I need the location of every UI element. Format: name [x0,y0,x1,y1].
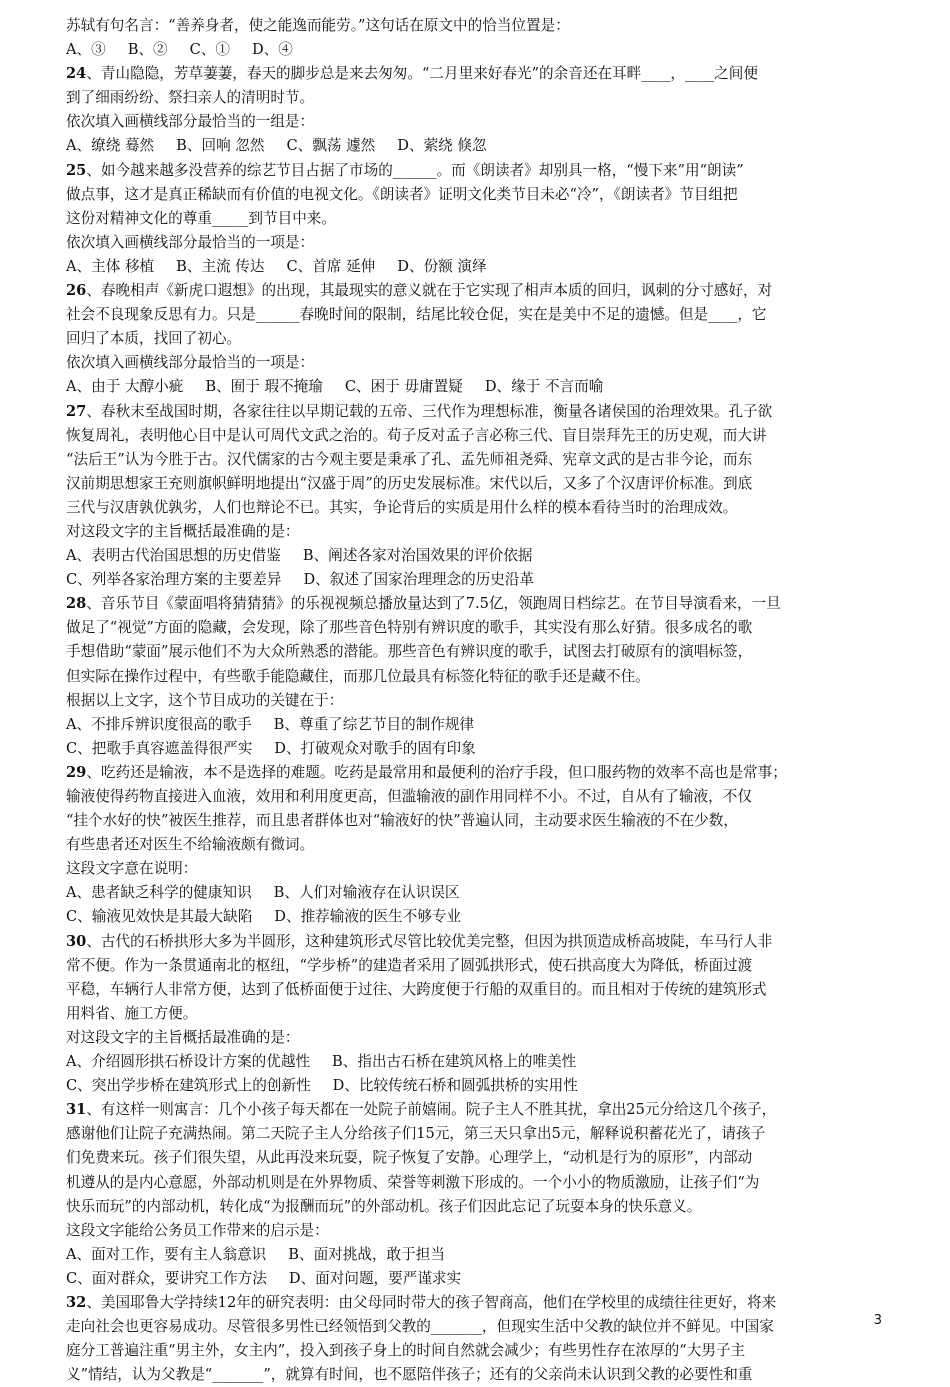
answer-option: D、叙述了国家治理理念的历史沿革 [303,571,535,589]
line-text: 依次填入画横线部分最恰当的一组是： [66,113,315,131]
question-number: 26 [66,282,87,300]
text-line [66,785,886,809]
answer-option: C、面对群众，要讲究工作方法 [66,1269,267,1287]
question-start-line [66,279,886,303]
answer-option: A、表明古代治国思想的历史借鉴 [66,547,281,565]
text-line [66,86,886,110]
text-line [66,689,886,713]
answer-option: C、突出学步桥在建筑形式上的创新性 [66,1077,311,1095]
answer-option: B、人们对输液存在认识误区 [273,884,460,902]
line-text: 感谢他们让院子充满热闹。第二天院子主人分给孩子们15元，第三天只拿出5元，解释说积蓄花光了，请孩子 [66,1125,766,1143]
line-text: 、春秋末至战国时期，各家往往以早期记载的五帝、三代作为理想标准，衡量各诸侯国的治理效果。孔子欲 [86,402,773,420]
text-line [66,616,886,640]
question-start-line [66,592,886,616]
line-text: 根据以上文字，这个节目成功的关键在于： [66,691,344,709]
answer-option: D、萦绕 倏忽 [397,137,487,155]
text-line [66,640,886,664]
answer-options-line [66,38,886,62]
answer-options-line [66,1074,886,1098]
question-start-line [66,761,886,785]
answer-option: A、介绍圆形拱石桥设计方案的优越性 [66,1053,311,1071]
text-line [66,496,886,520]
line-text: 们免费来玩。孩子们很失望，从此再没来玩耍，院子恢复了安静。心理学上，“动机是行为的原形”，内部动 [66,1149,753,1167]
answer-option: D、份额 演绎 [397,257,487,275]
text-line [66,1339,886,1363]
question-number: 31 [66,1101,87,1119]
text-line [66,1122,886,1146]
line-text: “法后王”认为今胜于古。汉代儒家的古今观主要是秉承了孔、孟先师祖尧舜、宪章文武的是古非今论，而东 [66,450,753,468]
text-line [66,448,886,472]
line-text: 手想借助“蒙面”展示他们不为大众所熟悉的潜能。那些音色有辨识度的歌手，试图去打破原有的演唱标签， [66,643,753,661]
text-line [66,833,886,857]
question-start-line [66,62,886,86]
line-text: 有些患者还对医生不给输液颇有微词。 [66,836,315,854]
line-text: 、如今越来越多没营养的综艺节目占据了市场的______。而《朗读者》却别具一格，“慢下来”用“朗读” [86,161,744,179]
question-start-line [66,930,886,954]
text-line [66,303,886,327]
text-line [66,472,886,496]
answer-option: D、面对问题，要严谨求实 [288,1269,462,1287]
text-line [66,110,886,134]
question-number: 29 [66,763,87,781]
line-text: 依次填入画横线部分最恰当的一项是： [66,354,315,372]
page-number: 3 [873,1313,882,1328]
answer-option: A、③ [66,41,106,59]
answer-option: D、缘于 不言而喻 [484,378,604,396]
line-text: 这份对精神文化的尊重_____到节目中来。 [66,209,336,227]
line-text: 、古代的石桥拱形大多为半圆形，这种建筑形式尽管比较优美完整，但因为拱顶造成桥高坡陡，车马行人非 [86,932,773,950]
line-text: 做点事，这才是真正稀缺而有价值的电视文化。《朗读者》证明文化类节目未必“冷”，《朗读者》节目组把 [66,185,738,203]
line-text: 三代与汉唐孰优孰劣，人们也辩论不已。其实，争论背后的实质是用什么样的模本看待当时的治理成效。 [66,498,738,516]
text-line [66,978,886,1002]
text-line [66,1219,886,1243]
answer-options-line [66,1243,886,1267]
answer-option: B、指出古石桥在建筑风格上的唯美性 [332,1053,577,1071]
question-number: 24 [66,65,87,83]
answer-options-line [66,544,886,568]
answer-option: C、输液见效快是其最大缺陷 [66,908,253,926]
answer-options-line [66,568,886,592]
answer-options-line [66,905,886,929]
text-line [66,207,886,231]
line-text: 到了细雨纷纷、祭扫亲人的清明时节。 [66,89,315,107]
line-text: 用料省、施工方便。 [66,1004,198,1022]
line-text: 、春晚相声《新虎口遐想》的出现，其最现实的意义就在于它实现了相声本质的回归，讽刺的分寸感好，对 [86,282,773,300]
line-text: 这段文字意在说明： [66,860,198,878]
text-line [66,351,886,375]
line-text: 平稳，车辆行人非常方便，达到了低桥面便于过往、大跨度便于行船的双重目的。而且相对于传统的建筑形式 [66,980,767,998]
answer-option: A、面对工作，要有主人翁意识 [66,1245,267,1263]
line-text: 回归了本质，找回了初心。 [66,330,242,348]
answer-option: C、首席 延伸 [286,257,376,275]
answer-option: A、缭绕 蓦然 [66,137,155,155]
line-text: 社会不良现象反思有力。只是______春晚时间的限制，结尾比较仓促，实在是美中不足的遗憾。但是____，它 [66,306,767,324]
line-text: 依次填入画横线部分最恰当的一项是： [66,233,315,251]
text-line [66,183,886,207]
answer-option: B、囿于 瑕不掩瑜 [205,378,323,396]
question-start-line [66,159,886,183]
answer-options-line [66,881,886,905]
line-text: 、音乐节目《蒙面唱将猜猜猜》的乐视视频总播放量达到了7.5亿，领跑周日档综艺。在节目导演看来，一旦 [86,595,781,613]
question-number: 30 [66,932,87,950]
question-start-line [66,1098,886,1122]
text-line [66,1363,886,1387]
answer-option: D、推荐输液的医生不够专业 [274,908,462,926]
question-start-line [66,400,886,424]
line-text: 常不便。作为一条贯通南北的枢纽，“学步桥”的建造者采用了圆弧拱形式，使石拱高度大为降低，桥面过渡 [66,956,753,974]
answer-option: B、回响 忽然 [176,137,265,155]
text-line [66,1315,886,1339]
text-line [66,1002,886,1026]
answer-option: D、比较传统石桥和圆弧拱桥的实用性 [332,1077,578,1095]
line-text: 对这段文字的主旨概括最准确的是： [66,522,300,540]
question-number: 28 [66,595,87,613]
text-line [66,1146,886,1170]
line-text: 输液使得药物直接进入血液，效用和利用度更高，但滥输液的副作用同样不小。不过，自从有了输液，不仅 [66,788,752,805]
line-text: 义”情结，认为父教是“_______”，就算有时间，也不愿陪伴孩子；还有的父亲尚未认识到父教的必要性和重 [66,1366,753,1384]
answer-option: A、不排斥辨识度很高的歌手 [66,715,252,733]
answer-options-line [66,1267,886,1291]
answer-option: C、困于 毋庸置疑 [344,378,463,396]
answer-option: B、面对挑战，敢于担当 [288,1245,445,1263]
document-body [66,14,886,1387]
text-line [66,520,886,544]
answer-option: B、尊重了综艺节目的制作规律 [273,715,475,733]
question-number: 27 [66,402,87,420]
line-text: 对这段文字的主旨概括最准确的是： [66,1028,300,1046]
line-text: 做足了“视觉”方面的隐藏，会发现，除了那些音色特别有辨识度的歌手，其实没有那么好猜。很多成名的歌 [66,619,753,637]
line-text: 汉前期思想家王充则旗帜鲜明地提出“汉盛于周”的历史发展标准。宋代以后，又多了个汉唐评价标准。到底 [66,474,753,492]
line-text: 走向社会也更容易成功。尽管很多男性已经领悟到父教的_______，但现实生活中父教的缺位并不鲜见。中国家 [66,1318,774,1336]
question-number: 25 [66,161,87,179]
line-text: 、青山隐隐，芳草萋萋，春天的脚步总是来去匆匆。“二月里来好春光”的余音还在耳畔____，____之间便 [86,65,758,83]
text-line [66,424,886,448]
answer-option: B、阐述各家对治国效果的评价依据 [302,547,533,565]
line-text: 但实际在操作过程中，有些歌手能隐藏住，而那几位最具有标签化特征的歌手还是藏不住。 [66,667,650,685]
text-line [66,665,886,689]
text-line [66,954,886,978]
answer-option: D、打破观众对歌手的固有印象 [274,739,476,757]
text-line [66,1026,886,1050]
line-text: 快乐而玩”的内部动机，转化成“为报酬而玩”的外部动机。孩子们因此忘记了玩耍本身的快乐意义。 [66,1197,702,1215]
answer-options-line [66,713,886,737]
line-text: 庭分工普遍注重“男主外，女主内”，投入到孩子身上的时间自然就会减少；有些男性存在浓厚的“大男子主 [66,1342,746,1360]
line-text: 、有这样一则寓言：几个小孩子每天都在一处院子前嬉闹。院子主人不胜其扰，拿出25元分给这几个孩子， [86,1101,777,1119]
text-line [66,14,886,38]
answer-option: B、主流 传达 [176,257,265,275]
question-start-line [66,1291,886,1315]
text-line [66,1195,886,1219]
answer-options-line [66,375,886,399]
question-number: 32 [66,1293,87,1311]
line-text: 机遵从的是内心意愿，外部动机则是在外界物质、荣誉等刺激下形成的。一个小小的物质激励，让孩子们“为 [66,1173,760,1191]
line-text: “挂个水好的快”被医生推荐，而且患者群体也对“输液好的快”普遍认同，主动要求医生输液的不在少数， [66,812,738,830]
line-text: 这段文字能给公务员工作带来的启示是： [66,1221,329,1239]
answer-option: C、列举各家治理方案的主要差异 [66,571,282,589]
answer-options-line [66,1050,886,1074]
answer-option: B、② [127,41,168,59]
answer-option: A、主体 移植 [66,257,155,275]
line-text: 苏轼有句名言：“善养身者，使之能逸而能劳。”这句话在原文中的恰当位置是： [66,17,570,34]
text-line [66,857,886,881]
answer-option: C、① [189,41,231,59]
answer-option: D、④ [252,41,293,59]
answer-option: A、由于 大醇小疵 [66,378,184,396]
text-line [66,327,886,351]
answer-options-line [66,134,886,158]
line-text: 、美国耶鲁大学持续12年的研究表明：由父母同时带大的孩子智商高，他们在学校里的成绩往往更好，将来 [86,1293,777,1311]
line-text: 恢复周礼，表明他心目中是认可周代文武之治的。荀子反对孟子言必称三代、盲目崇拜先王的历史观，而大讲 [66,426,767,444]
answer-option: C、把歌手真容遮盖得很严实 [66,739,253,757]
text-line [66,809,886,833]
text-line [66,1171,886,1195]
answer-option: A、患者缺乏科学的健康知识 [66,884,252,902]
answer-option: C、飘荡 遽然 [286,137,376,155]
answer-options-line [66,255,886,279]
answer-options-line [66,737,886,761]
text-line [66,231,886,255]
line-text: 、吃药还是输液，本不是选择的难题。吃药是最常用和最便利的治疗手段，但口服药物的效率不高也是常事； [86,763,787,781]
